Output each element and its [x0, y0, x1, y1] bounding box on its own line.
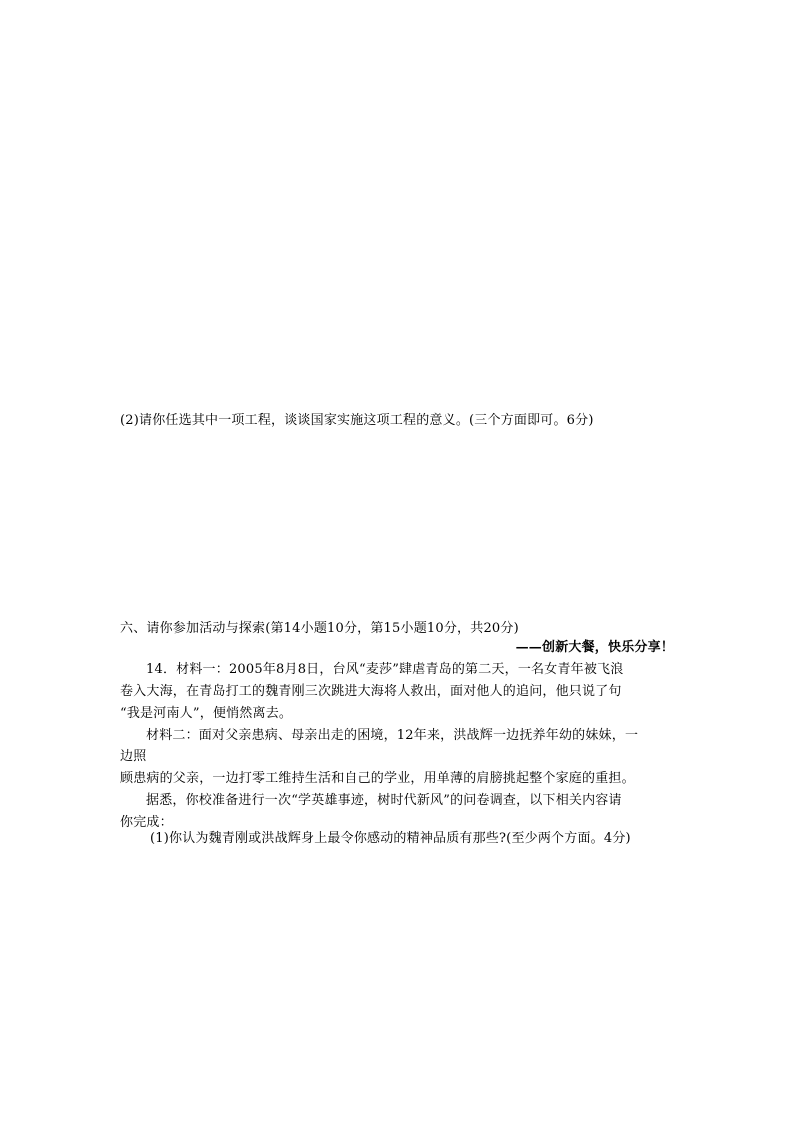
q14-material1-line2: 卷入大海，在青岛打工的魏青刚三次跳进大海将人救出，面对他人的追问，他只说了句	[120, 684, 622, 699]
section-6-slogan: ——创新大餐，快乐分享！	[515, 640, 674, 655]
question-13-part-2: (2)请你任选其中一项工程，谈谈国家实施这项工程的意义。(三个方面即可。6分)	[120, 413, 594, 428]
q14-survey-line2: 你完成：	[120, 815, 173, 830]
q14-survey-line1: 据悉，你校准备进行一次“学英雄事迹，树时代新风”的问卷调查，以下相关内容请	[146, 793, 622, 808]
q14-material2-line2: 边照	[120, 749, 147, 764]
q14-material1-line1: 14．材料一：2005年8月8日，台风“麦莎”肆虐青岛的第二天，一名女青年被飞浪	[146, 662, 624, 677]
section-6-heading: 六、请你参加活动与探索(第14小题10分，第15小题10分，共20分)	[120, 621, 519, 636]
q14-part-1: (1)你认为魏青刚或洪战辉身上最令你感动的精神品质有那些?(至少两个方面。4分)	[150, 831, 631, 846]
q14-material2-line1: 材料二：面对父亲患病、母亲出走的困境，12年来，洪战辉一边抚养年幼的妹妹，一	[146, 728, 639, 743]
q14-material2-line3: 顾患病的父亲，一边打零工维持生活和自己的学业，用单薄的肩膀挑起整个家庭的重担。	[120, 771, 635, 786]
q14-material1-line3: “我是河南人”，便悄然离去。	[120, 706, 293, 721]
